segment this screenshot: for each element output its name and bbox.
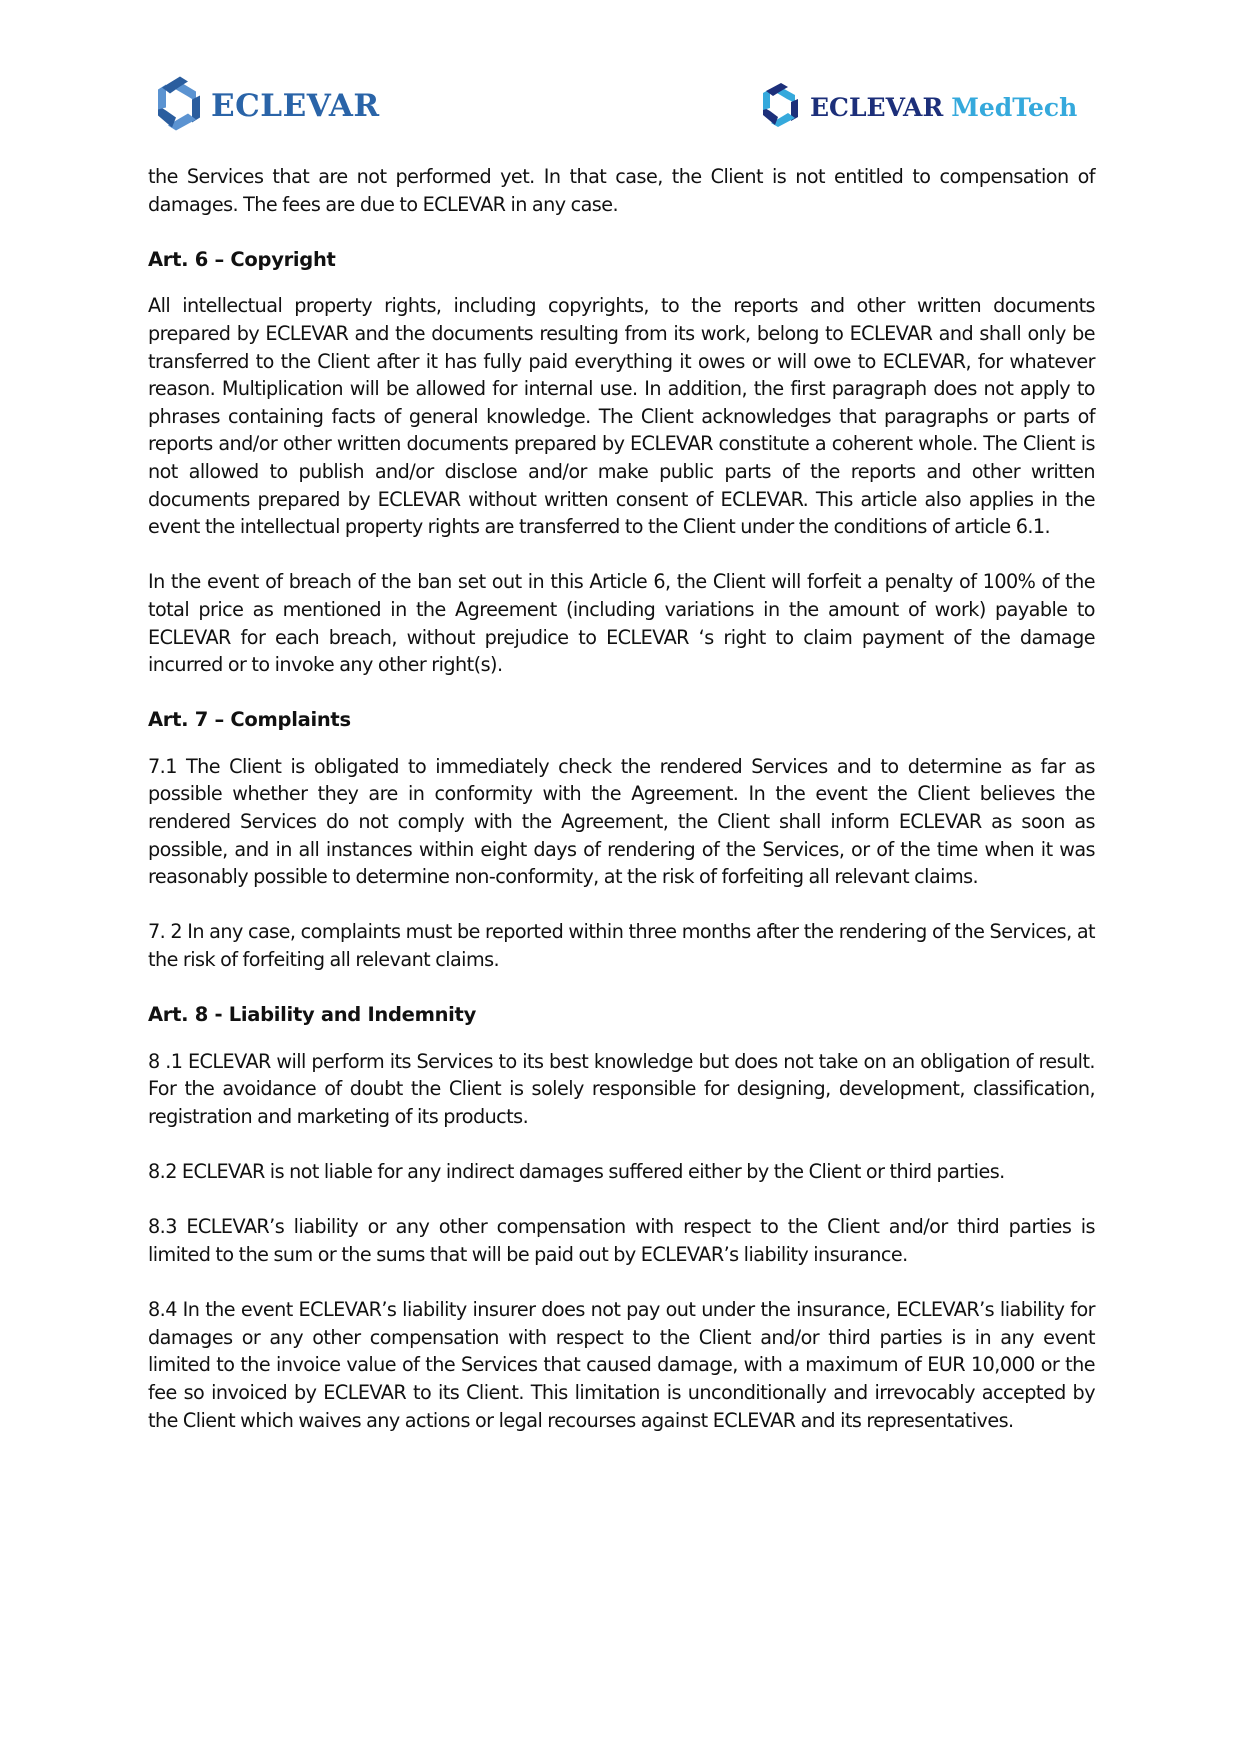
eclevar-logo-text: ECLEVAR	[211, 87, 380, 124]
article-paragraph: All intellectual property rights, including copyrights, to the reports and other written documents prepared by ECLEVAR and the documents resulting from its work, belong to ECLEVAR and shall only be transferred to the Client after it has fully paid everything it owes or will owe to ECLEVAR, for whatever reason. Multiplication will be allowed for internal use. In addition, the first paragraph does not apply to phrases containing facts of general knowledge. The Client acknowledges that paragraphs or parts of reports and/or other written documents prepared by ECLEVAR constitute a coherent whole. The Client is not allowed to publish and/or disclose and/or make public parts of the reports and other written documents prepared by ECLEVAR without written consent of ECLEVAR. This article also applies in the event the intellectual property rights are transferred to the Client under the conditions of article 6.1.	[148, 294, 1095, 539]
page-header	[0, 78, 1240, 138]
article-heading: Art. 8 - Liability and Indemnity	[148, 1003, 476, 1027]
article-8-liability-and-indemnity	[148, 1001, 1095, 1434]
article-heading: Art. 6 – Copyright	[148, 247, 336, 271]
article-paragraph: 7.1 The Client is obligated to immediately check the rendered Services and to determine as far as possible whether they are in conformity with the Agreement. In the event the Client believes the rendered Services do not comply with the Agreement, the Client shall inform ECLEVAR as soon as possible, and in all instances within eight days of rendering of the Services, or of the time when it was reasonably possible to determine non-conformity, at the risk of forfeiting all relevant claims.	[148, 754, 1095, 889]
article-paragraph: 8.2 ECLEVAR is not liable for any indirect damages suffered either by the Client or third parties.	[148, 1160, 1005, 1184]
eclevar-medtech-hexagon-logo-icon	[760, 83, 802, 131]
article-6-copyright	[148, 246, 1095, 679]
intro-paragraph: the Services that are not performed yet. In that case, the Client is not entitled to compensation of damages. The fees are due to ECLEVAR in any case.	[148, 165, 1095, 216]
article-paragraph: 8.4 In the event ECLEVAR’s liability insurer does not pay out under the insurance, ECLEVAR’s liability for damages or any other compensation with respect to the Client and/or third parties is in any event limited to the invoice value of the Services that caused damage, with a maximum of EUR 10,000 or the fee so invoiced by ECLEVAR to its Client. This limitation is unconditionally and irrevocably accepted by the Client which waives any actions or legal recourses against ECLEVAR and its representatives.	[148, 1298, 1095, 1432]
article-7-complaints	[148, 706, 1095, 973]
eclevar-medtech-logo	[760, 82, 1077, 132]
article-paragraph: 7. 2 In any case, complaints must be reported within three months after the rendering of the Services, at the risk of forfeiting all relevant claims.	[148, 920, 1095, 972]
article-paragraph: 8 .1 ECLEVAR will perform its Services to its best knowledge but does not take on an obligation of result. For the avoidance of doubt the Client is solely responsible for designing, development, classification, registration and marketing of its products.	[148, 1049, 1095, 1128]
article-paragraph: 8.3 ECLEVAR’s liability or any other compensation with respect to the Client and/or third parties is limited to the sum or the sums that will be paid out by ECLEVAR’s liability insurance.	[148, 1215, 1095, 1266]
eclevar-logo	[155, 78, 380, 133]
eclevar-medtech-logo-text-primary: ECLEVAR	[810, 92, 944, 122]
document-body	[148, 163, 1095, 1434]
eclevar-medtech-logo-text-secondary: MedTech	[951, 92, 1078, 122]
article-paragraph: In the event of breach of the ban set out in this Article 6, the Client will forfeit a penalty of 100% of the total price as mentioned in the Agreement (including variations in the amount of work) payable to ECLEVAR for each breach, without prejudice to ECLEVAR ‘s right to claim payment of the damage incurred or to invoke any other right(s).	[148, 570, 1095, 677]
eclevar-hexagon-logo-icon	[155, 76, 205, 135]
article-heading: Art. 7 – Complaints	[148, 708, 351, 732]
